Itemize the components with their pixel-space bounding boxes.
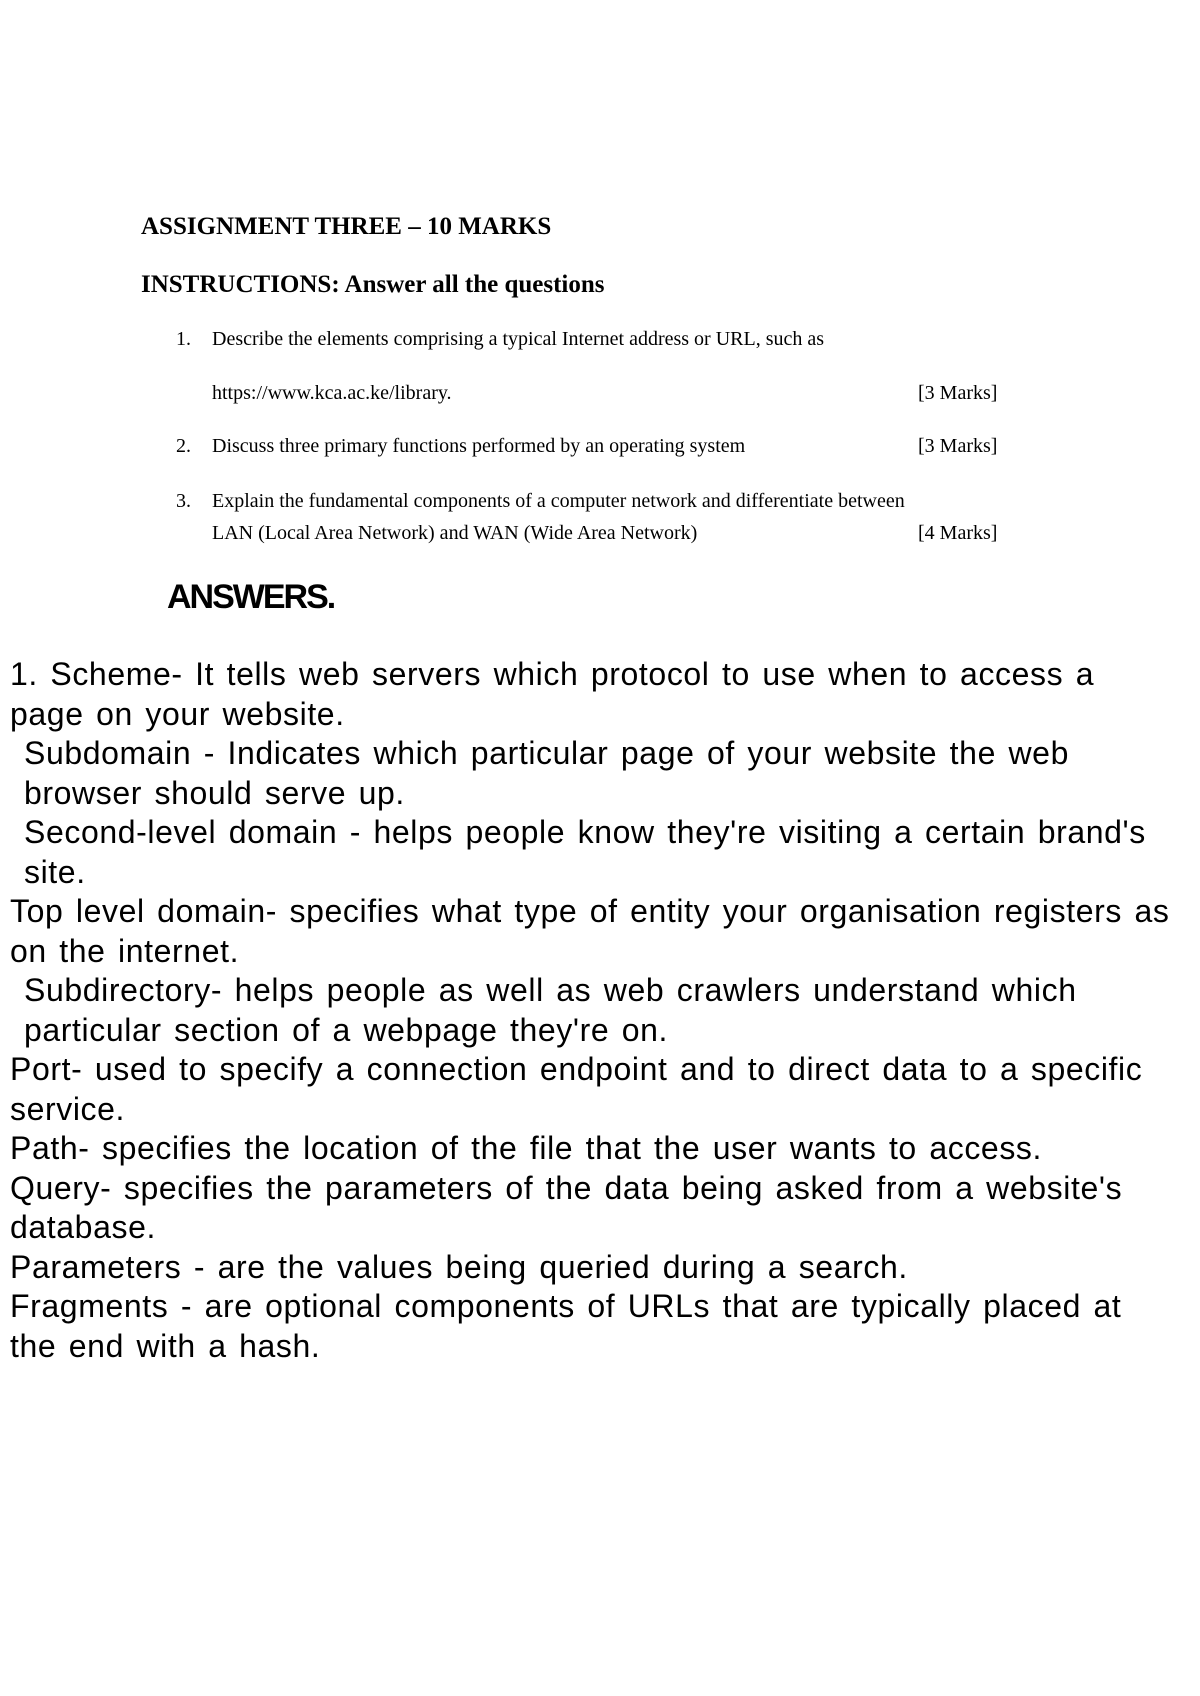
question-text: Explain the fundamental components of a computer network and differentiate between [212,490,905,512]
question-text: Discuss three primary functions performed by an operating system [212,435,746,457]
answer-item: Subdomain - Indicates which particular page of your website the web browser should serve up. [24,735,1069,811]
question-marks: [3 Marks] [918,382,998,404]
answer-item: Parameters - are the values being queried during a search. [10,1248,908,1285]
question-text: Describe the elements comprising a typical Internet address or URL, such as [212,328,825,350]
answer-item: Port- used to specify a connection endpoint and to direct data to a specific service. [10,1051,1143,1127]
question-text: LAN (Local Area Network) and WAN (Wide Area Network) [212,522,698,544]
instructions-line: INSTRUCTIONS: Answer all the questions [141,271,605,298]
answer-item: Second-level domain - helps people know they're visiting a certain brand's site. [24,814,1146,890]
question-number: 3. [176,490,191,512]
question-number: 2. [176,435,191,457]
answer-item: Top level domain- specifies what type of entity your organisation registers as on the internet. [10,893,1170,969]
answer-item: Fragments - are optional components of URLs that are typically placed at the end with a hash. [10,1288,1122,1364]
question-marks: [3 Marks] [918,435,998,457]
answers-heading: ANSWERS. [167,578,335,616]
question-text: https://www.kca.ac.ke/library. [212,382,452,404]
question-marks: [4 Marks] [918,522,998,544]
answer-item: Query- specifies the parameters of the data being asked from a website's database. [10,1169,1123,1245]
answers-body [10,655,1180,1366]
answer-item: 1. Scheme- It tells web servers which protocol to use when to access a page on your website. [10,656,1095,732]
question-number: 1. [176,328,191,350]
assignment-title: ASSIGNMENT THREE – 10 MARKS [141,213,552,240]
answer-item: Subdirectory- helps people as well as web crawlers understand which particular section of a webpage they're on. [24,972,1077,1048]
answer-item: Path- specifies the location of the file that the user wants to access. [10,1130,1043,1166]
